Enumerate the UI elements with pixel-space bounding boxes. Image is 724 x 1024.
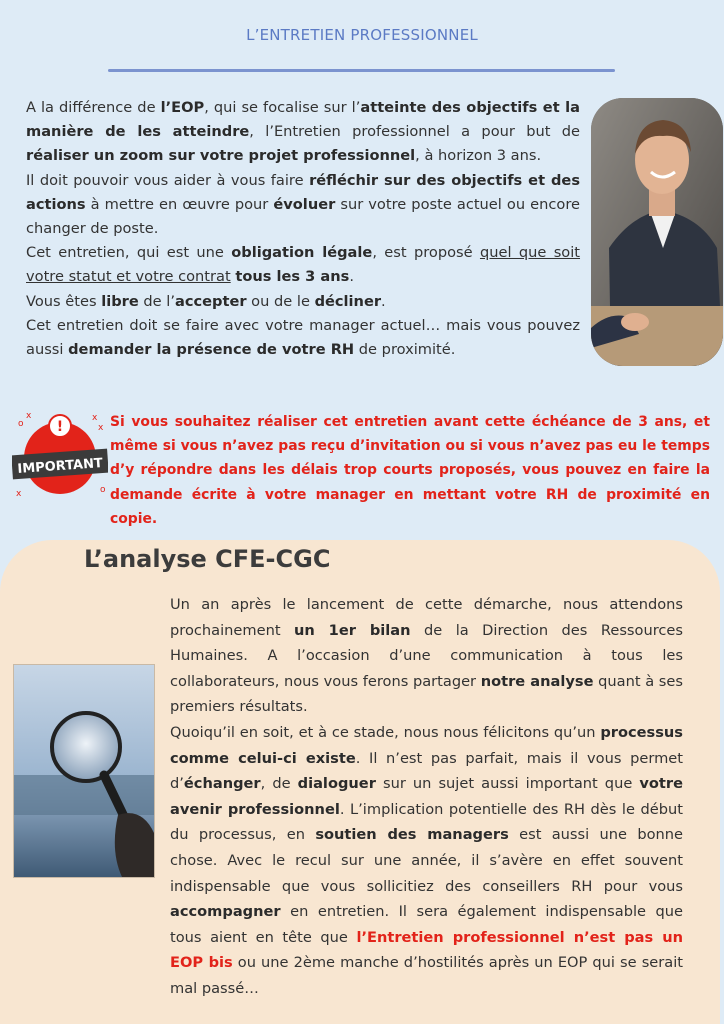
- intro-paragraph-3: Cet entretien, qui est une obligation légale, est proposé quel que soit votre statut et votre contrat tous les 3 ans.: [26, 244, 581, 286]
- important-label: IMPORTANT: [17, 456, 104, 477]
- exclamation-icon: !: [56, 419, 64, 435]
- intro-paragraph-2: Il doit pouvoir vous aider à vous faire réfléchir sur des objectifs et des actions à mettre en œuvre pour évoluer sur votre poste actuel ou encore changer de poste.: [26, 171, 581, 238]
- svg-text:o: o: [100, 485, 106, 495]
- intro-text: [26, 96, 580, 362]
- analysis-paragraph-2: Quoiqu’il en soit, et à ce stade, nous nous félicitons qu’un processus comme celui-ci existe. Il n’est pas parfait, mais il vous permet d’échanger, de dialoguer sur un sujet aussi important que votre avenir professionnel. L’implication potentielle des RH dès le début du processus, en soutien des managers est aussi une bonne chose. Avec le recul sur une année, il s’avère en effet souvent indispensable que vous sollicitiez des conseillers RH pour vous accompagner en entretien. Il sera également indispensable que tous aient en tête que l’Entretien professionnel n’est pas un EOP bis ou une 2ème manche d’hostilités après un EOP qui se serait mal passé…: [170, 723, 683, 997]
- svg-text:x: x: [98, 423, 104, 433]
- intro-paragraph-1: A la différence de l’EOP, qui se focalise sur l’atteinte des objectifs et la manière de les atteindre, l’Entretien professionnel a pour but de réaliser un zoom sur votre projet professionnel, à horizon 3 ans.: [26, 99, 580, 165]
- svg-text:o: o: [18, 419, 24, 429]
- header-divider: [108, 69, 615, 72]
- analysis-text: [170, 592, 683, 1002]
- important-notice: Si vous souhaitez réaliser cet entretien avant cette échéance de 3 ans, et même si vous n’avez pas reçu d’invitation ou si vous n’avez pas eu le temps d’y répondre dans les délais trop courts proposés, vous pouvez en faire la demande écrite à votre manager en mettant votre RH de proximité en copie.: [110, 414, 710, 527]
- important-badge: [12, 412, 108, 504]
- svg-text:x: x: [26, 412, 32, 421]
- svg-text:x: x: [16, 489, 22, 499]
- analysis-title: L’analyse CFE-CGC: [84, 545, 331, 573]
- analysis-paragraph-1: Un an après le lancement de cette démarche, nous attendons prochainement un 1er bilan de la Direction des Ressources Humaines. A l’occasion d’une communication à tous les collaborateurs, nous vous ferons partager notre analyse quant à ses premiers résultats.: [170, 596, 683, 716]
- businessman-photo: [591, 98, 723, 366]
- intro-paragraph-5: Cet entretien doit se faire avec votre manager actuel… mais vous pouvez aussi demander la présence de votre RH de proximité.: [26, 316, 580, 359]
- intro-paragraph-4: Vous êtes libre de l’accepter ou de le décliner.: [26, 292, 386, 310]
- magnifying-glass-photo: [13, 664, 155, 878]
- svg-text:x: x: [92, 413, 98, 423]
- page-title: L’ENTRETIEN PROFESSIONNEL: [246, 26, 478, 44]
